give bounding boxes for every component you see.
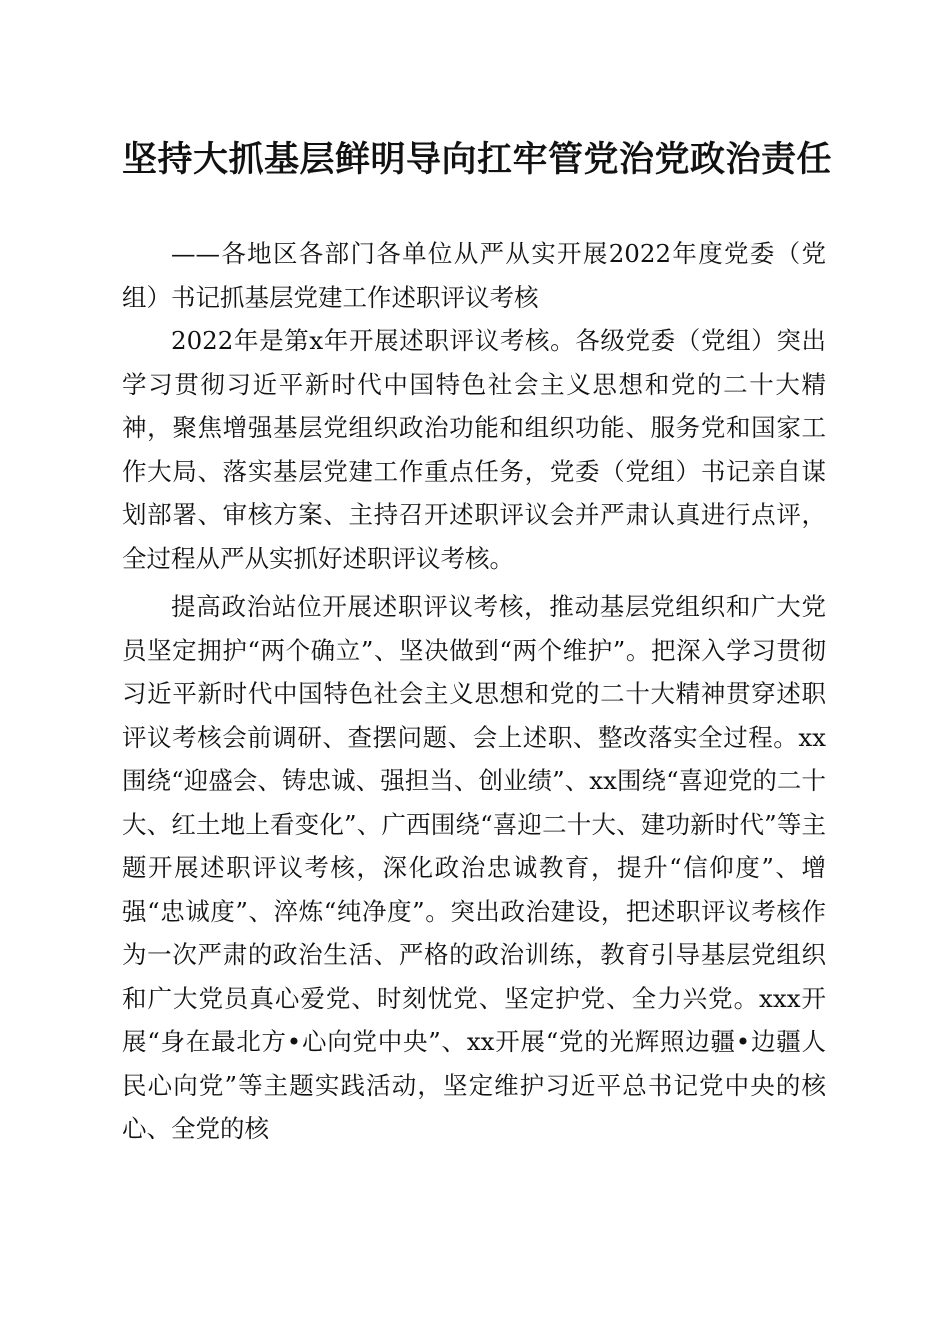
document-body [122, 232, 826, 1151]
body-paragraph-2: 提高政治站位开展述职评议考核，推动基层党组织和广大党员坚定拥护“两个确立”、坚决做到“两个维护”。把深入学习贯彻习近平新时代中国特色社会主义思想和党的二十大精神贯穿述职评议考核会前调研、查摆问题、会上述职、整改落实全过程。xx围绕“迎盛会、铸忠诚、强担当、创业绩”、xx围绕“喜迎党的二十大、红土地上看变化”、广西围绕“喜迎二十大、建功新时代”等主题开展述职评议考核，深化政治忠诚教育，提升“信仰度”、增强“忠诚度”、淬炼“纯净度”。突出政治建设，把述职评议考核作为一次严肃的政治生活、严格的政治训练，教育引导基层党组织和广大党员真心爱党、时刻忧党、坚定护党、全力兴党。xxx开展“身在最北方•心向党中央”、xx开展“党的光辉照边疆•边疆人民心向党”等主题实践活动，坚定维护习近平总书记党中央的核心、全党的核 [122, 592, 826, 1143]
body-paragraph-1: 2022年是第x年开展述职评议考核。各级党委（党组）突出学习贯彻习近平新时代中国特色社会主义思想和党的二十大精神，聚焦增强基层党组织政治功能和组织功能、服务党和国家工作大局、落实基层党建工作重点任务，党委（党组）书记亲自谋划部署、审核方案、主持召开述职评议会并严肃认真进行点评，全过程从严从实抓好述职评议考核。 [122, 326, 826, 573]
subtitle-paragraph: ——各地区各部门各单位从严从实开展2022年度党委（党组）书记抓基层党建工作述职评议考核 [122, 239, 826, 312]
document-title: 坚持大抓基层鲜明导向扛牢管党治党政治责任 [122, 140, 833, 180]
